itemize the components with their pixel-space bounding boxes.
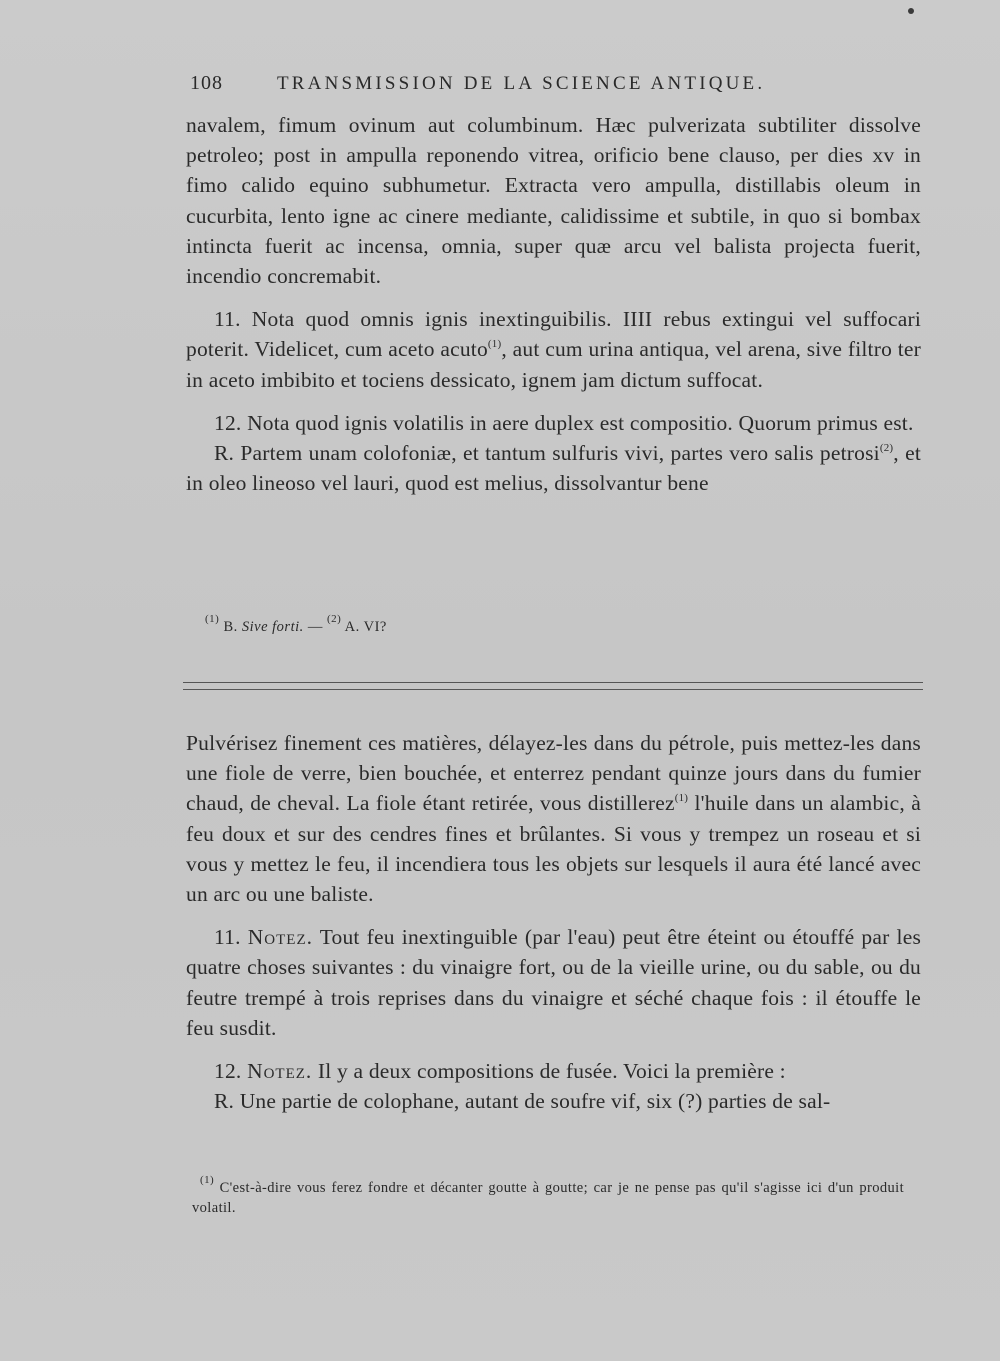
french-paragraph-11 [186, 922, 921, 1043]
section-divider [183, 682, 923, 690]
french-translation [186, 728, 921, 1116]
latin-paragraph-12-text: Nota quod ignis volatilis in aere duplex est compositio. Quorum primus est. [247, 410, 914, 435]
french-paragraph-1 [186, 728, 921, 909]
running-title: TRANSMISSION DE LA SCIENCE ANTIQUE. [277, 73, 766, 94]
french-recipe-text: Une partie de colophane, autant de soufre vif, six (?) parties de sal- [239, 1089, 831, 1114]
french-paragraph-12-text: Il y a deux compositions de fusée. Voici la première : [317, 1059, 786, 1084]
footnote-text: C'est-à-dire vous ferez fondre et décanter goutte à goutte; car je ne pense pas qu'il s'agisse ici d'un produit volatil. [192, 1180, 905, 1216]
latin-paragraph-1-text: navalem, fimum ovinum aut columbinum. Hæc pulverizata subtiliter dissolve petroleo; post in ampulla reponendo vitrea, orificio bene clauso, per dies xv in fimo calido equino subhumetur. Extracta vero ampulla, distillabis oleum in cucurbita, lento igne ac cinere mediante, calidissime et subtile, in quo si bombax intincta fuerit ac incensa, omnia, super quæ arcu vel balista projecta fuerit, incendio concremabit. [186, 113, 921, 289]
recipe-mark: R. [214, 1089, 235, 1114]
section-number: 11. [214, 307, 241, 332]
notez-label: Notez. [247, 1059, 313, 1084]
footnote-marker: (1) [205, 613, 220, 625]
notez-label: Notez. [247, 925, 313, 950]
page-header [190, 72, 830, 102]
section-number: 12. [214, 1059, 242, 1084]
section-number: 12. [214, 410, 242, 435]
latin-paragraph-1 [186, 110, 921, 291]
footnote-separator: — [307, 619, 323, 635]
latin-recipe-text-a: Partem unam colofoniæ, et tantum sulfuris vivi, partes vero salis petrosi [240, 441, 880, 466]
section-number: 11. [214, 925, 241, 950]
latin-paragraph-11-text-a: Nota quod omnis ignis inextinguibilis. IIII rebus extingui vel suffocari poterit. Videlicet, cum aceto acuto [186, 307, 922, 362]
recipe-mark: R. [214, 441, 235, 466]
latin-paragraph-11 [186, 304, 921, 395]
french-paragraph-11-text: Tout feu inextinguible (par l'eau) peut être éteint ou étouffé par les quatre choses suivantes : du vinaigre fort, ou de la vieille urine, ou du sable, ou du feutre trempé à trois reprises dans du vinaigre et séché chaque fois : il étouffe le feu susdit. [186, 925, 922, 1040]
french-recipe [186, 1086, 921, 1116]
ink-dot [908, 8, 914, 14]
latin-recipe [186, 438, 921, 498]
french-paragraph-12 [186, 1056, 921, 1086]
footnote-text: B. [223, 619, 238, 635]
footnote-ref[interactable]: (2) [879, 442, 894, 455]
footnote-ref[interactable]: (1) [487, 338, 502, 351]
footnote-marker: (1) [200, 1174, 215, 1186]
page-number: 108 [190, 72, 223, 94]
footnote-variant: Sive forti. [241, 619, 304, 635]
french-paragraph-1-text-b: l'huile dans un alambic, à feu doux et sur des cendres fines et brûlantes. Si vous y trempez un roseau et si vous y mettez le feu, il incendiera tous les objets sur lesquels il aura été lancé avec un arc ou une baliste. [186, 791, 921, 907]
latin-paragraph-11-text-b: , aut cum urina antiqua, vel arena, sive filtro ter in aceto imbibito et tociens dessicato, ignem jam dictum suffocat. [186, 337, 922, 392]
latin-text [186, 110, 921, 498]
latin-recipe-text-b: , et in oleo lineoso vel lauri, quod est melius, dissolvantur bene [186, 441, 921, 496]
latin-footnotes [205, 613, 705, 636]
footnote-ref[interactable]: (1) [674, 792, 689, 805]
footnote-marker: (2) [327, 613, 342, 625]
french-paragraph-1-text-a: Pulvérisez finement ces matières, délayez-les dans du pétrole, puis mettez-les dans une fiole de verre, bien bouchée, et enterrez pendant quinze jours dans du fumier chaud, de cheval. La fiole étant retirée, vous distillerez [186, 731, 921, 816]
latin-paragraph-12 [186, 408, 921, 438]
french-footnotes [192, 1174, 905, 1218]
footnote-text: A. VI? [344, 619, 387, 635]
